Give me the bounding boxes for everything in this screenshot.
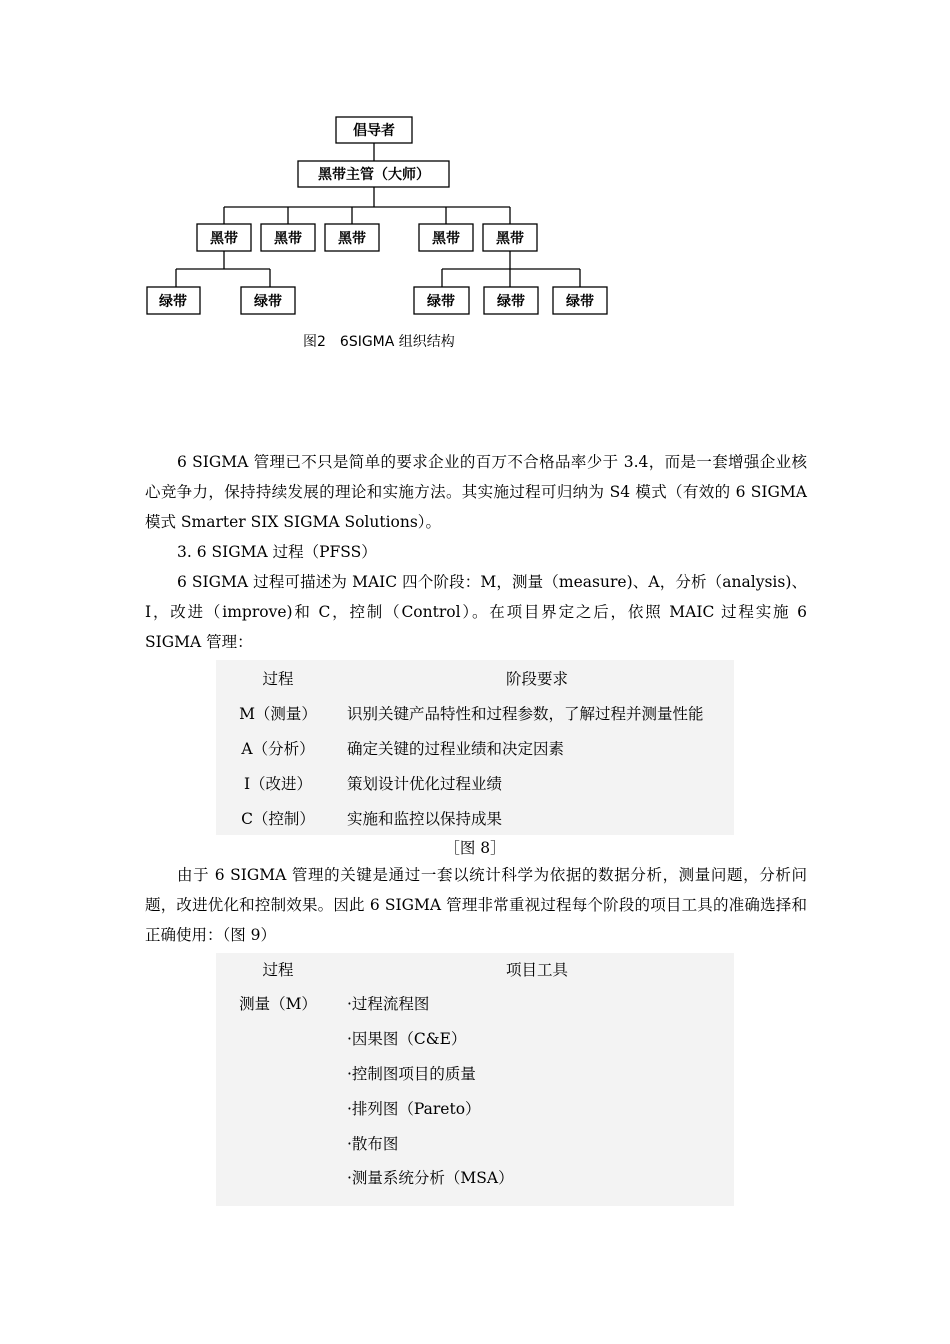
org-chart-caption: 图2 6SIGMA 组织结构 [303, 334, 455, 350]
table-header: 过程 [262, 669, 294, 688]
org-node-green-belt [484, 287, 538, 314]
org-node-label: 绿带 [254, 294, 282, 310]
org-node-black-belt [261, 224, 315, 251]
section-heading: 3. 6 SIGMA 过程（PFSS） [177, 543, 377, 561]
org-node-label: 绿带 [427, 294, 455, 310]
table-cell: I（改进） [243, 774, 313, 793]
org-node-green-belt [414, 287, 469, 314]
table-cell: 实施和监控以保持成果 [347, 809, 503, 828]
table-cell: 策划设计优化过程业绩 [347, 774, 503, 793]
table-cell: ·控制图项目的质量 [347, 1064, 476, 1083]
org-chart [0, 0, 950, 360]
org-node-black-belt [483, 224, 537, 251]
table-row [216, 1090, 734, 1125]
figure-label: ［图 8］ [444, 839, 506, 857]
table-cell: ·散布图 [347, 1134, 399, 1153]
table-cell: 测量（M） [239, 994, 317, 1013]
org-node-label: 黑带 [210, 231, 238, 247]
table-row [216, 695, 734, 730]
maic-stage-table [216, 660, 734, 835]
table-cell: A（分析） [241, 739, 315, 758]
org-node-label: 黑带 [274, 231, 302, 247]
table-header: 阶段要求 [505, 669, 568, 688]
org-node-master [298, 161, 449, 187]
table-cell: C（控制） [241, 809, 315, 828]
table-cell: M（测量） [239, 704, 317, 723]
org-node-label: 绿带 [566, 294, 594, 310]
table-header: 项目工具 [505, 961, 568, 979]
project-tools-table [216, 953, 734, 1206]
org-node-label: 绿带 [497, 294, 525, 310]
table-row [216, 1055, 734, 1090]
org-node-green-belt [147, 287, 200, 314]
org-node-black-belt [197, 224, 251, 251]
org-node-label: 黑带 [432, 231, 460, 247]
org-node-label: 黑带主管（大师） [318, 167, 430, 183]
org-node-label: 绿带 [159, 294, 187, 310]
table-header: 过程 [262, 961, 294, 979]
table-header-row [216, 660, 734, 695]
org-node-green-belt [553, 287, 607, 314]
table-row [216, 1160, 734, 1206]
paragraph: 由于 6 SIGMA 管理的关键是通过一套以统计科学为依据的数据分析，测量问题，分析问题，改进优化和控制效果。因此 6 SIGMA 管理非常重视过程每个阶段的项目工具的准确选择和正确使用：（图 9） [145, 866, 807, 944]
table-cell: ·测量系统分析（MSA） [347, 1169, 514, 1187]
org-node-black-belt [419, 224, 473, 251]
table-cell: ·排列图（Pareto） [347, 1099, 481, 1118]
table-cell: 识别关键产品特性和过程参数，了解过程并测量性能 [347, 704, 704, 723]
org-node-black-belt [325, 224, 379, 251]
paragraph: 6 SIGMA 管理已不只是简单的要求企业的百万不合格品率少于 3.4，而是一套增强企业核心竞争力，保持持续发展的理论和实施方法。其实施过程可归纳为 S4 模式（有效的 6 SIGMA 模式 Smarter SIX SIGMA Solutions）。 [145, 453, 807, 531]
table-row [216, 1125, 734, 1160]
paragraph: 6 SIGMA 过程可描述为 MAIC 四个阶段：M，测量（measure)、A，分析（analysis)、I，改进（improve)和 C，控制（Control）。在项目界定之后，依照 MAIC 过程实施 6 SIGMA 管理： [145, 573, 807, 651]
table-cell: ·过程流程图 [347, 994, 430, 1013]
table-row [216, 730, 734, 765]
table-row [216, 765, 734, 800]
table-cell: ·因果图（C&E） [347, 1029, 467, 1048]
table-row [216, 800, 734, 835]
table-row [216, 1020, 734, 1055]
table-cell: 确定关键的过程业绩和决定因素 [347, 739, 565, 758]
org-node-champion [336, 117, 412, 143]
org-node-label: 黑带 [338, 231, 366, 247]
table-header-row [216, 953, 734, 985]
org-node-green-belt [241, 287, 295, 314]
table-row [216, 985, 734, 1020]
org-node-label: 黑带 [496, 231, 524, 247]
org-node-label: 倡导者 [353, 123, 395, 139]
